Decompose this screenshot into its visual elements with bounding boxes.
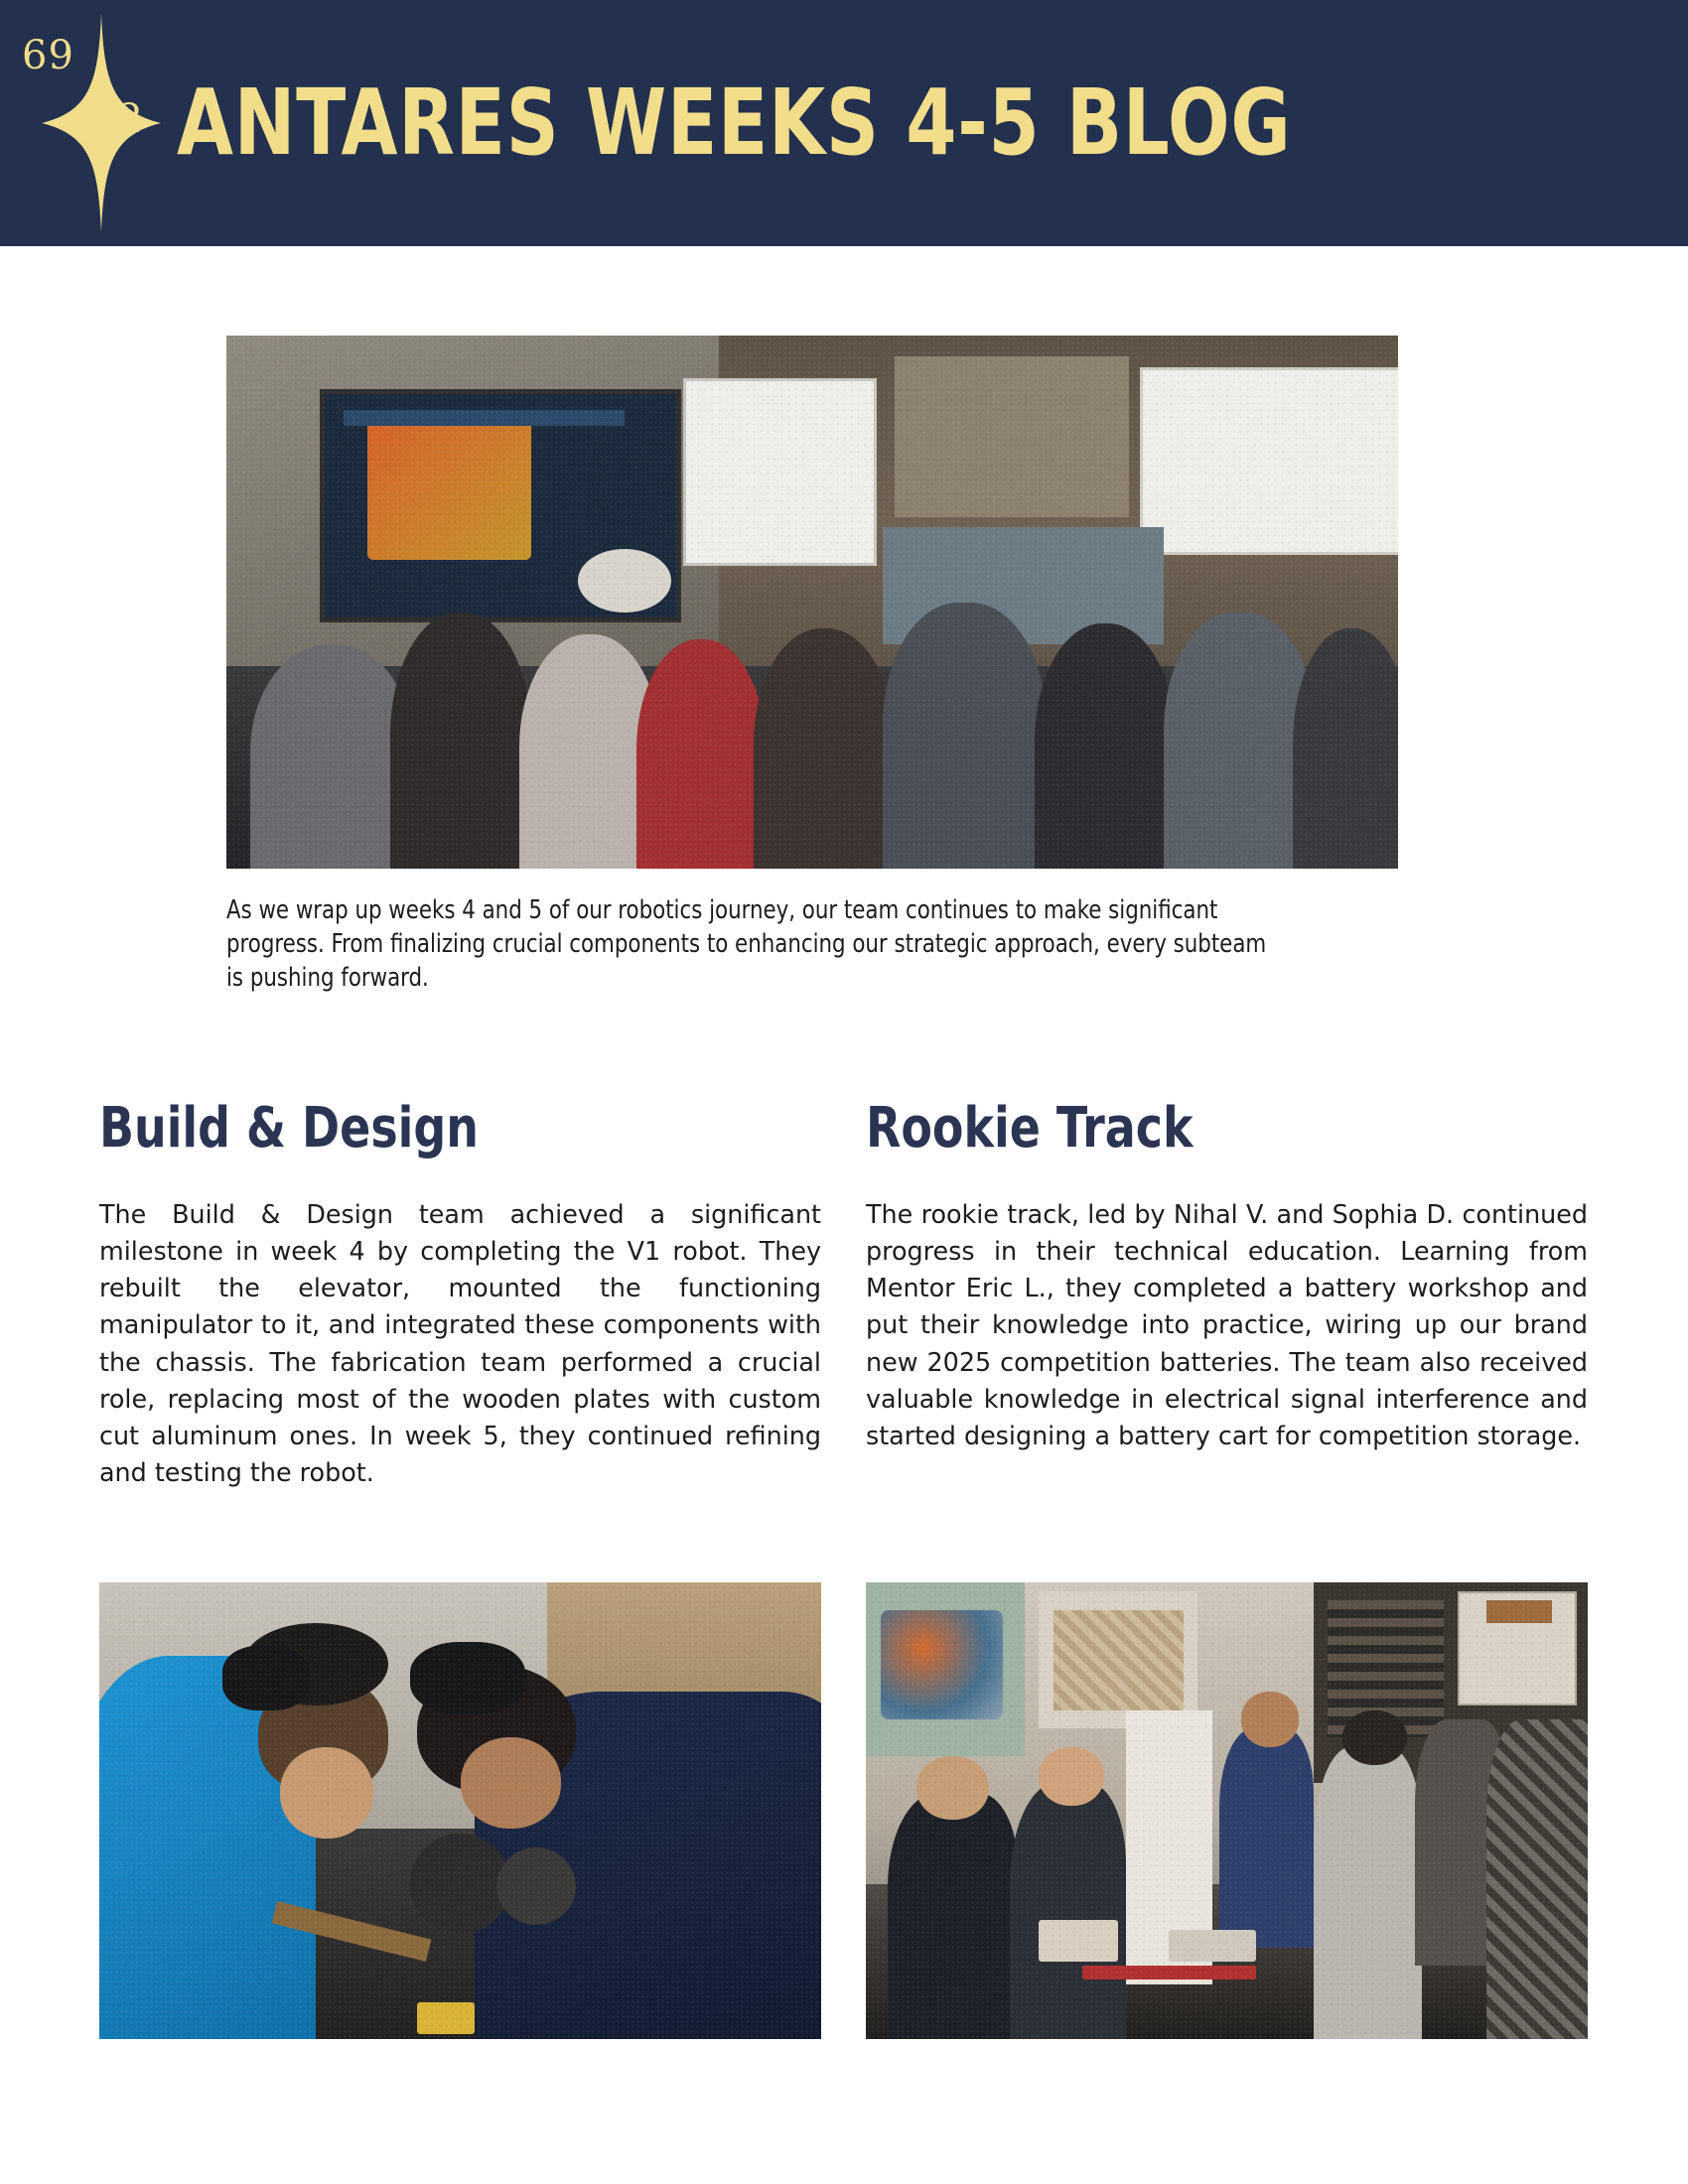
logo-number-top: 69 (22, 33, 74, 78)
team-logo (0, 0, 199, 246)
hero-figure (226, 336, 1398, 996)
section-title-rookie-track: Rookie Track (866, 1096, 1194, 1160)
rookie-track-photo (866, 1582, 1588, 2039)
bottom-photo-row (99, 1582, 1589, 2039)
page-header (0, 0, 1688, 246)
hero-photo (226, 336, 1398, 869)
content-columns (99, 1096, 1589, 1492)
logo-number-bottom: 62 (91, 96, 144, 142)
section-title-build-design: Build & Design (99, 1096, 479, 1160)
page-title: ANTARES WEEKS 4-5 BLOG (177, 69, 1292, 176)
column-rookie-track (866, 1096, 1588, 1492)
column-build-design (99, 1096, 821, 1492)
section-body-build-design: The Build & Design team achieved a significant milestone in week 4 by completing the V1 robot. They rebuilt the elevator, mounted the functioning manipulator to it, and integrated these components with the chassis. The fabrication team performed a crucial role, replacing most of the wooden plates with custom cut aluminum ones. In week 5, they continued refining and testing the robot. (99, 1198, 821, 1488)
hero-caption: As we wrap up weeks 4 and 5 of our robotics journey, our team continues to make significant progress. From finalizing crucial components to enhancing our strategic approach, every subteam is pushing forward. (226, 895, 1267, 993)
build-design-photo (99, 1582, 821, 2039)
section-body-rookie-track: The rookie track, led by Nihal V. and Sophia D. continued progress in their technical education. Learning from Mentor Eric L., they completed a battery workshop and put their knowledge into practice, wiring up our brand new 2025 competition batteries. The team also received valuable knowledge in electrical signal interference and started designing a battery cart for competition storage. (866, 1198, 1588, 1451)
